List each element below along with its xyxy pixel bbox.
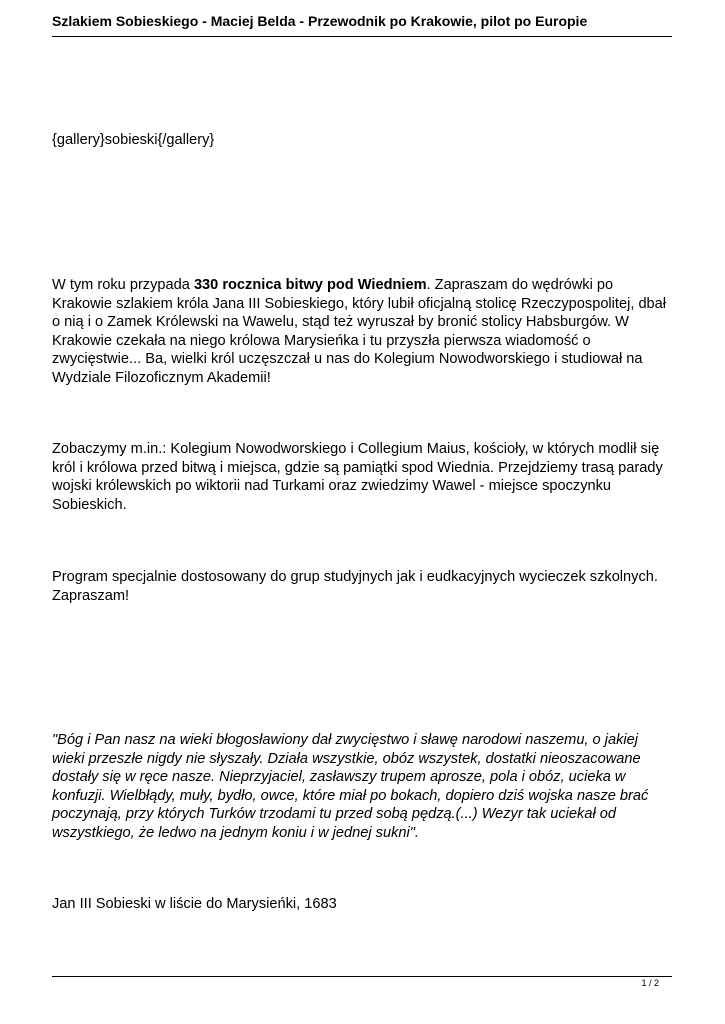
intro-text-start: W tym roku przypada [52, 277, 194, 293]
page-number: 1 / 2 [641, 978, 659, 988]
header-divider [52, 36, 672, 37]
page-header-title: Szlakiem Sobieskiego - Maciej Belda - Przewodnik po Krakowie, pilot po Europie [52, 13, 588, 29]
quote-attribution: Jan III Sobieski w liście do Marysieńki, 1683 [52, 896, 337, 912]
footer-divider [52, 976, 672, 977]
itinerary-paragraph: Zobaczymy m.in.: Kolegium Nowodworskiego i Collegium Maius, kościoły, w których modlił się król i królowa przed bitwą i miejsca, gdzie są pamiątki spod Wiednia. Przejdziemy trasą parady wojski królewskich po wiktorii nad Turkami oraz zwiedzimy Wawel - miejsce spoczynku Sobieskich. [52, 441, 663, 513]
intro-highlight: 330 rocznica bitwy pod Wiedniem [193, 277, 427, 293]
intro-paragraph [52, 276, 674, 388]
quote-paragraph: "Bóg i Pan nasz na wieki błogosławiony dał zwycięstwo i sławę narodowi naszemu, o jakiej wieki przeszłe nigdy nie słyszały. Działa wszystkie, obóz wszystek, dostatki nieoszacowane dostały się w ręce nasze. Nieprzyjaciel, zasławszy trupem aprosze, pola i obóz, ucieka w konfuzji. Wielbłądy, muły, bydło, owce, które miał po bokach, dopiero dziś wojska nasze brać poczynają, przy których Turków trzodami tu przed sobą pędzą.(...) Wezyr tak uciekał od wszystkiego, że ledwo na jednym koniu i w jednej sukni". [52, 732, 649, 841]
program-paragraph: Program specjalnie dostosowany do grup studyjnych jak i eudkacyjnych wycieczek szkolnych. Zapraszam! [52, 569, 658, 604]
gallery-placeholder-text: {gallery}sobieski{/gallery} [52, 132, 215, 148]
intro-text-end: . Zapraszam do wędrówki po Krakowie szlakiem króla Jana III Sobieskiego, który lubił oficjalną stolicę Rzeczypospolitej, dbał o nią i o Zamek Królewski na Wawelu, stąd też wyruszał by bronić stolicy Habsburgów. W Krakowie czekała na niego królowa Marysieńka i tu przyszła pierwsza wiadomość o zwycięstwie... Ba, wielki król uczęszczał u nas do Kolegium Nowodworskiego i studiował na Wydziale Filozoficznym Akademii! [52, 277, 667, 386]
